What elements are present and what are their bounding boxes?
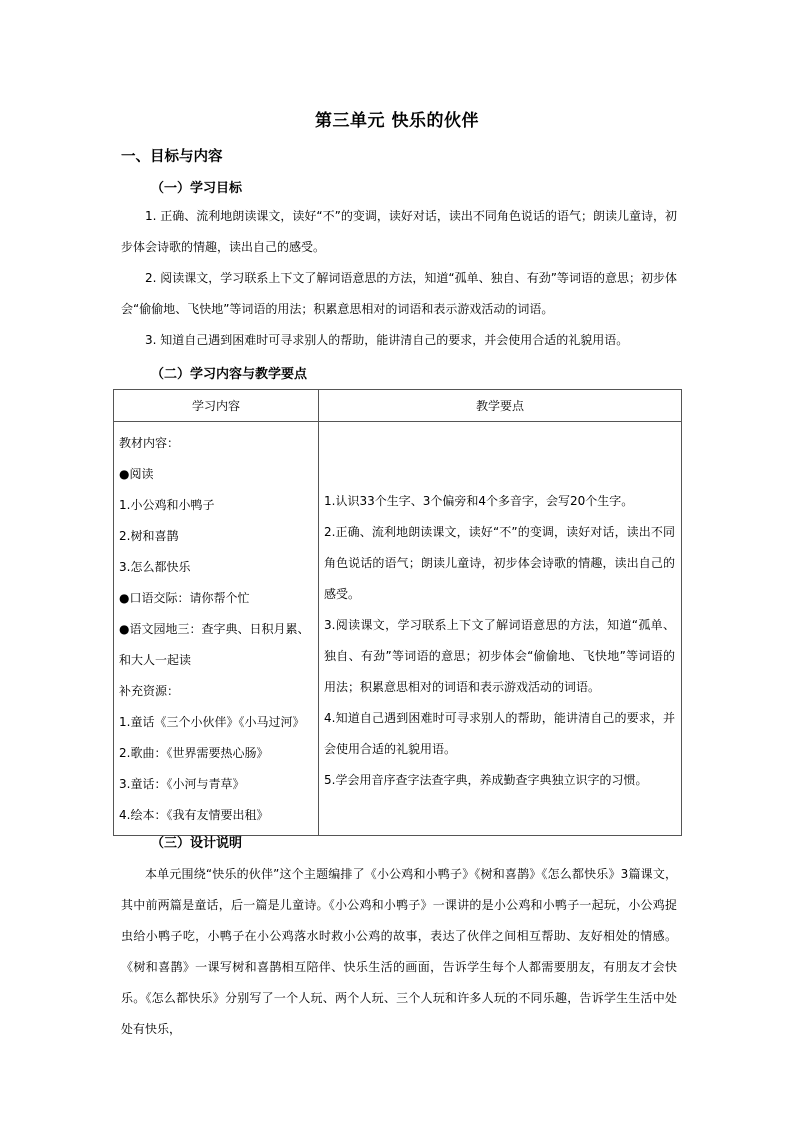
content-table xyxy=(113,389,682,836)
list-item: 1.童话《三个小伙伴》《小马过河》 xyxy=(119,715,305,729)
list-item: 3.怎么都快乐 xyxy=(119,560,191,574)
list-item: 教材内容： xyxy=(119,436,180,450)
teaching-points-cell xyxy=(319,422,682,836)
table-header-teaching-points: 教学要点 xyxy=(319,390,682,422)
goal-paragraph-2: 2. 阅读课文，学习联系上下文了解词语意思的方法，知道“孤单、独自、有劲”等词语的意思；初步体会“偷偷地、飞快地”等词语的用法；积累意思相对的词语和表示游戏活动的词语。 xyxy=(121,271,677,316)
list-item: 3.童话：《小河与青草》 xyxy=(119,777,245,791)
list-item: 补充资源： xyxy=(119,684,180,698)
list-item: 4.绘本：《我有友情要出租》 xyxy=(119,808,269,822)
teaching-point: 1.认识33个生字、3个偏旁和4个多音字，会写20个生字。 xyxy=(324,493,634,508)
table-header-row xyxy=(114,390,682,422)
teaching-point: 5.学会用音序查字法查字典，养成勤查字典独立识字的习惯。 xyxy=(324,772,648,787)
design-notes-paragraph: 本单元围绕“快乐的伙伴”这个主题编排了《小公鸡和小鸭子》《树和喜鹊》《怎么都快乐》3篇课文，其中前两篇是童话，后一篇是儿童诗。《小公鸡和小鸭子》一课讲的是小公鸡和小鸭子一起玩，小公鸡捉虫给小鸭子吃，小鸭子在小公鸡落水时救小公鸡的故事，表达了伙伴之间相互帮助、友好相处的情感。《树和喜鹊》一课写树和喜鹊相互陪伴、快乐生活的画面，告诉学生每个人都需要朋友，有朋友才会快乐。《怎么都快乐》分别写了一个人玩、两个人玩、三个人玩和许多人玩的不同乐趣，告诉学生生活中处处有快乐， xyxy=(121,867,677,1036)
subheading-design-notes: （三）设计说明 xyxy=(151,836,243,851)
list-item: ●语文园地三：查字典、日积月累、 xyxy=(119,622,310,636)
table-row xyxy=(114,422,682,836)
list-item: 和大人一起读 xyxy=(119,653,192,667)
list-item: ●阅读 xyxy=(119,467,154,481)
goal-paragraph-3: 3. 知道自己遇到困难时可寻求别人的帮助，能讲清自己的要求，并会使用合适的礼貌用语。 xyxy=(145,333,629,347)
document-title: 第三单元 快乐的伙伴 xyxy=(315,111,479,131)
list-item: 2.树和喜鹊 xyxy=(119,529,179,543)
subheading-content-points: （二）学习内容与教学要点 xyxy=(151,367,308,382)
goal-paragraph-1: 1. 正确、流利地朗读课文，读好“不”的变调，读好对话，读出不同角色说话的语气；朗读儿童诗，初步体会诗歌的情趣，读出自己的感受。 xyxy=(121,209,677,254)
list-item: ●口语交际：请你帮个忙 xyxy=(119,591,250,605)
teaching-point: 3.阅读课文，学习联系上下文了解词语意思的方法，知道“孤单、独自、有劲”等词语的意思；初步体会“偷偷地、飞快地”等词语的用法；积累意思相对的词语和表示游戏活动的词语。 xyxy=(324,617,675,694)
teaching-point: 2.正确、流利地朗读课文，读好“不”的变调，读好对话，读出不同角色说话的语气；朗读儿童诗，初步体会诗歌的情趣，读出自己的感受。 xyxy=(324,524,675,601)
teaching-point: 4.知道自己遇到困难时可寻求别人的帮助，能讲清自己的要求，并会使用合适的礼貌用语。 xyxy=(324,710,675,756)
subheading-learning-goals: （一）学习目标 xyxy=(151,181,243,196)
table-header-learning-content: 学习内容 xyxy=(114,390,319,422)
section-heading-goals-content: 一、目标与内容 xyxy=(121,149,223,165)
learning-content-cell xyxy=(114,422,319,836)
list-item: 2.歌曲：《世界需要热心肠》 xyxy=(119,746,269,760)
list-item: 1.小公鸡和小鸭子 xyxy=(119,498,215,512)
